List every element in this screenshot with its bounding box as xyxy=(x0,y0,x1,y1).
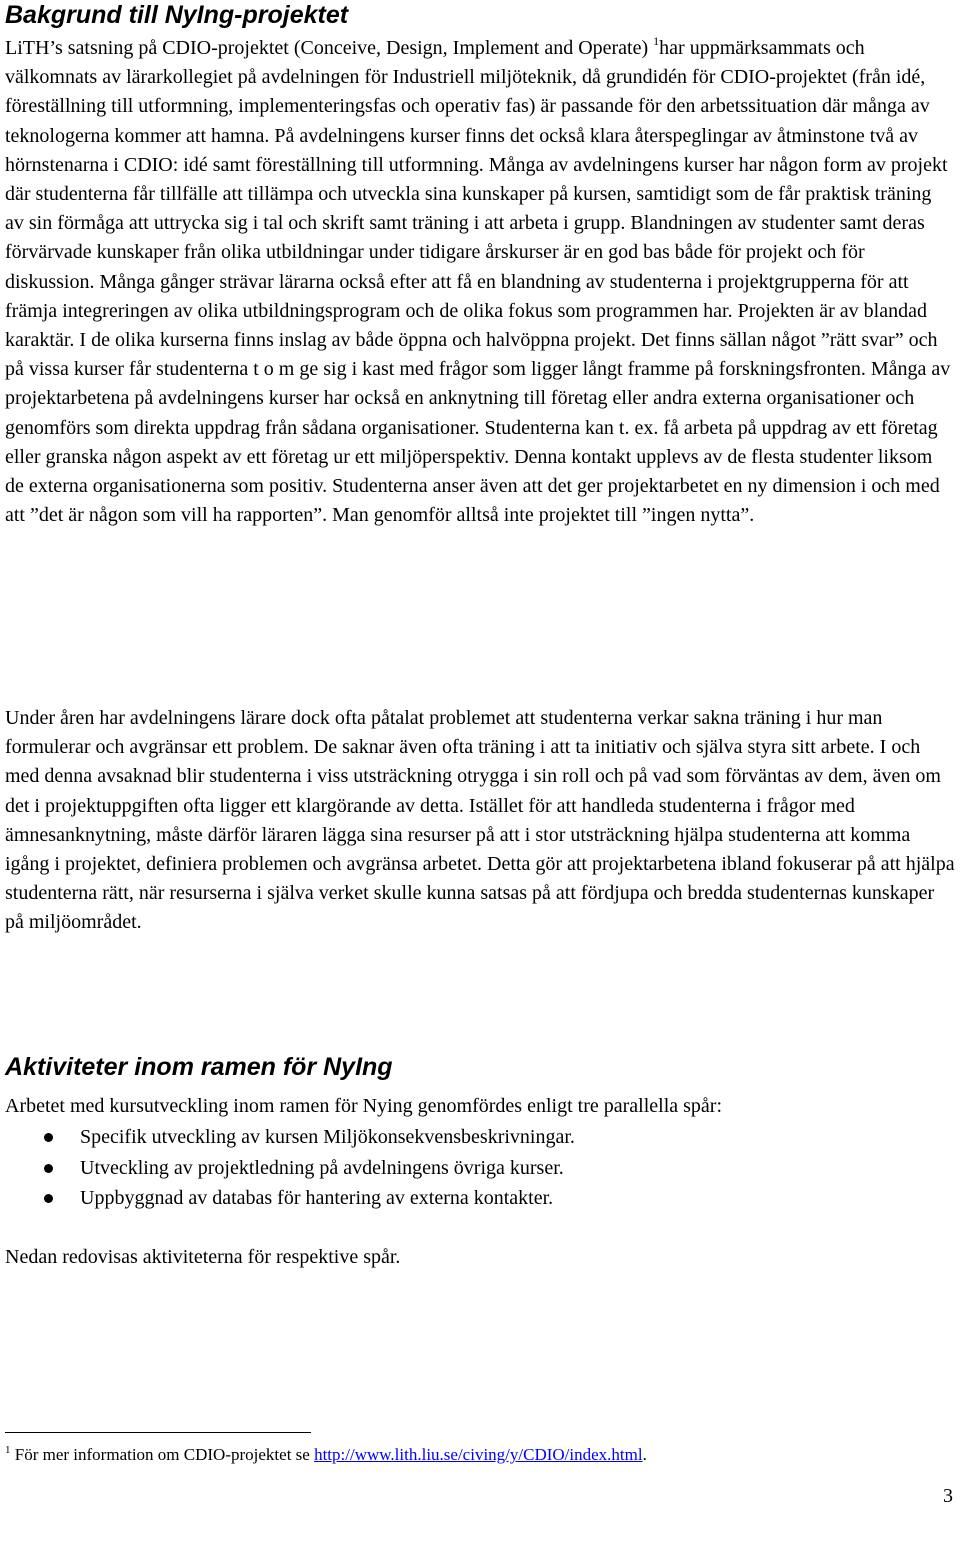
list-item-text: Utveckling av projektledning på avdelningens övriga kurser. xyxy=(80,1156,564,1179)
bullet-icon xyxy=(44,1133,53,1142)
paragraph-closing: Nedan redovisas aktiviteterna för respektive spår. xyxy=(5,1246,401,1268)
bullet-icon xyxy=(44,1194,53,1203)
paragraph-problem-statement: Under åren har avdelningens lärare dock ofta påtalat problemet att studenterna verkar sakna träning i hur man formulerar och avgränsar ett problem. De saknar även ofta träning i att ta initiativ och själva styra sitt arbete. I och med denna avsaknad blir studenterna i viss utsträckning otrygga i sin roll och på vad som förväntas av dem, även om det i projektuppgiften ofta ligger ett klargörande av detta. Istället för att handleda studenterna i frågor med ämnesanknytning, måste därför läraren lägga sina resurser på att i stor utsträckning hjälpa studenterna att komma igång i projektet, definiera problemen och avgränsa arbetet. Detta gör att projektarbetena ibland fokuserar på att hjälpa studenterna rätt, när resurserna i själva verket skulle kunna satsas på att fördjupa och bredda studenternas kunskaper på miljöområdet. xyxy=(5,707,955,934)
list-item xyxy=(5,1122,955,1153)
section-heading-background: Bakgrund till NyIng-projektet xyxy=(5,1,349,29)
list-item xyxy=(5,1153,955,1184)
footnote-separator xyxy=(5,1432,311,1433)
list-item xyxy=(5,1183,955,1214)
bullet-icon xyxy=(44,1164,53,1173)
footnote-period: . xyxy=(642,1445,647,1464)
footnote-mark: 1 xyxy=(5,1444,11,1456)
tracks-bullet-list xyxy=(5,1122,955,1214)
paragraph-text-after-ref: har uppmärksammats och välkomnats av lärarkollegiet på avdelningen för Industriell miljöteknik, då grundidén för CDIO-projektet (från idé, föreställning till utformning, implementeringsfas och operativ fas) är passande för den arbetssituation där många av teknologerna kommer att hamna. På avdelningens kurser finns det också klara återspeglingar av åtminstone två av hörnstenarna i CDIO: idé samt föreställning till utformning. Många av avdelningens kurser har någon form av projekt där studenterna får tillfälle att tillämpa och utveckla sina kunskaper på kursen, samtidigt som de får praktisk träning av sin förmåga att uttrycka sig i tal och skrift samt träning i att arbeta i grupp. Blandningen av studenter samt deras förvärvade kunskaper från olika utbildningar under tidigare årskurser är en god bas både för projekt och för diskussion. Många gånger strävar lärarna också efter att få en blandning av studenterna i projektgrupperna för att främja integreringen av olika utbildningsprogram och de olika fokus som programmen har. Projekten är av blandad karaktär. I de olika kurserna finns inslag av både öppna och halvöppna projekt. Det finns sällan något ”rätt svar” och på vissa kurser får studenterna t o m ge sig i kast med frågor som ligger långt framme på forskningsfronten. Många av projektarbetena på avdelningens kurser har också en anknytning till företag eller andra externa organisationer och genomförs som direkta uppdrag från sådana organisationer. Studenterna kan t. ex. få arbeta på uppdrag av ett företag eller granska någon aspekt av ett företag ur ett miljöperspektiv. Denna kontakt upplevs av de flesta studenter liksom de externa organisationerna som positiv. Studenterna anser även att det ger projektarbetet en ny dimension i och med att ”det är någon som vill ha rapporten”. Man genomför alltså inte projektet till ”ingen nytta”. xyxy=(5,37,951,527)
paragraph-activities-intro: Arbetet med kursutveckling inom ramen för Nying genomfördes enligt tre parallella spår: xyxy=(5,1095,723,1117)
section-heading-activities: Aktiviteter inom ramen för NyIng xyxy=(5,1053,393,1081)
footnote xyxy=(5,1444,955,1466)
paragraph-text-before-ref: LiTH’s satsning på CDIO-projektet (Conceive, Design, Implement and Operate) xyxy=(5,37,654,59)
footnote-link[interactable]: http://www.lith.liu.se/civing/y/CDIO/index.html xyxy=(314,1445,643,1464)
footnote-text: För mer information om CDIO-projektet se xyxy=(10,1445,315,1464)
paragraph-background-cdio xyxy=(5,34,955,530)
list-item-text: Uppbyggnad av databas för hantering av externa kontakter. xyxy=(80,1187,554,1209)
footnote-reference-mark[interactable]: 1 xyxy=(653,34,660,48)
list-item-text: Specifik utveckling av kursen Miljökonsekvensbeskrivningar. xyxy=(80,1126,575,1148)
page-number: 3 xyxy=(943,1485,953,1507)
